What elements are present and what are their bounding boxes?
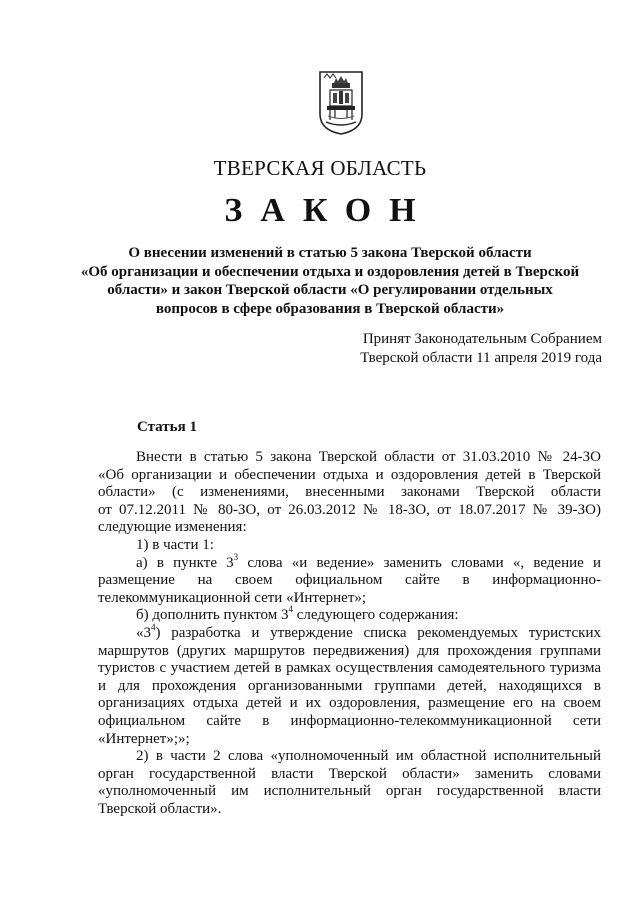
article-text-line	[98, 590, 601, 608]
text-segment: туристов с участием детей в рамках осуществления самодеятельного туризма	[98, 660, 601, 677]
article-text-line	[98, 537, 601, 555]
article-text-line	[98, 643, 601, 661]
coat-of-arms-emblem	[318, 70, 364, 136]
article-text-line	[98, 621, 601, 643]
article-text-line	[98, 660, 601, 678]
text-segment: следующего содержания:	[292, 607, 459, 624]
text-segment: б) дополнить пунктом 3	[136, 607, 289, 624]
text-segment: 2) в части 2 слова «уполномоченный им областной исполнительный	[136, 748, 601, 765]
text-segment: «Об организации и обеспечении отдыха и оздоровления детей в Тверской	[98, 466, 601, 483]
article-heading: Статья 1	[137, 419, 197, 435]
text-segment: от 07.12.2011 № 80-ЗО, от 26.03.2012 № 18-ЗО, от 18.07.2017 № 39-ЗО)	[98, 501, 601, 518]
text-segment: телекоммуникационной сети «Интернет»;	[98, 589, 367, 606]
text-segment: орган государственной власти Тверской области» заменить словами	[98, 765, 601, 782]
region-name: ТВЕРСКАЯ ОБЛАСТЬ	[213, 156, 427, 180]
article-text-line	[98, 801, 601, 819]
text-segment: «Интернет»;»;	[98, 730, 190, 747]
law-title	[80, 244, 580, 318]
text-segment: организациях отдыха детей и их оздоровления, размещение его на своем	[98, 695, 601, 712]
article-text-line	[98, 502, 601, 520]
adoption-line: Тверской области 11 апреля 2019 года	[360, 349, 602, 366]
article-text-line	[98, 572, 601, 590]
article-text-line	[98, 449, 601, 467]
article-text-line	[98, 713, 601, 731]
article-text-line	[98, 604, 601, 625]
text-segment: и для прохождения организованными группами детей, находящихся в	[98, 677, 601, 694]
text-segment: области» (с изменениями, внесенными законами Тверской области	[98, 484, 601, 501]
article-text-line	[98, 484, 601, 502]
article-text-line	[98, 467, 601, 485]
text-segment: маршрутов (других маршрутов передвижения) для прохождения группами	[98, 642, 601, 659]
article-text-line	[98, 783, 601, 801]
article-text-line	[98, 551, 601, 573]
law-title-line: «Об организации и обеспечении отдыха и оздоровления детей в Тверской	[80, 263, 580, 280]
article-text-line	[98, 695, 601, 713]
text-segment: размещение на своем официальном сайте в информационно-	[98, 572, 601, 589]
text-segment: ) разработка и утверждение списка рекомендуемых туристских	[155, 624, 601, 641]
article-text-line	[98, 748, 601, 766]
superscript: 3	[233, 551, 239, 562]
law-title-line: области» и закон Тверской области «О регулировании отдельных	[107, 282, 553, 298]
text-segment: Тверской области».	[98, 800, 222, 817]
text-segment: слова «и ведение» заменить словами «, ведение и	[238, 554, 601, 571]
text-segment: официальном сайте в информационно-телекоммуникационной сети	[98, 712, 601, 729]
text-segment: «3	[136, 624, 151, 641]
article-body	[98, 449, 601, 818]
article-text-line	[98, 678, 601, 696]
text-segment: следующие изменения:	[98, 519, 247, 536]
superscript: 4	[151, 621, 156, 632]
law-title-line: О внесении изменений в статью 5 закона Тверской области	[128, 245, 532, 261]
law-title-line: вопросов в сфере образования в Тверской области»	[155, 300, 505, 317]
adoption-note	[360, 330, 602, 367]
article-text-line	[98, 766, 601, 784]
superscript: 4	[288, 604, 293, 615]
text-segment: 1) в части 1:	[136, 536, 214, 553]
text-segment: а) в пункте 3	[136, 554, 234, 571]
adoption-line: Принят Законодательным Собранием	[362, 331, 602, 347]
article-text-line	[98, 519, 601, 537]
text-segment: «уполномоченный им исполнительный орган государственной власти	[98, 783, 601, 800]
article-text-line	[98, 731, 601, 749]
text-segment: Внести в статью 5 закона Тверской области от 31.03.2010 № 24-ЗО	[136, 449, 601, 465]
document-type-heading: ЗАКОН	[224, 192, 434, 229]
